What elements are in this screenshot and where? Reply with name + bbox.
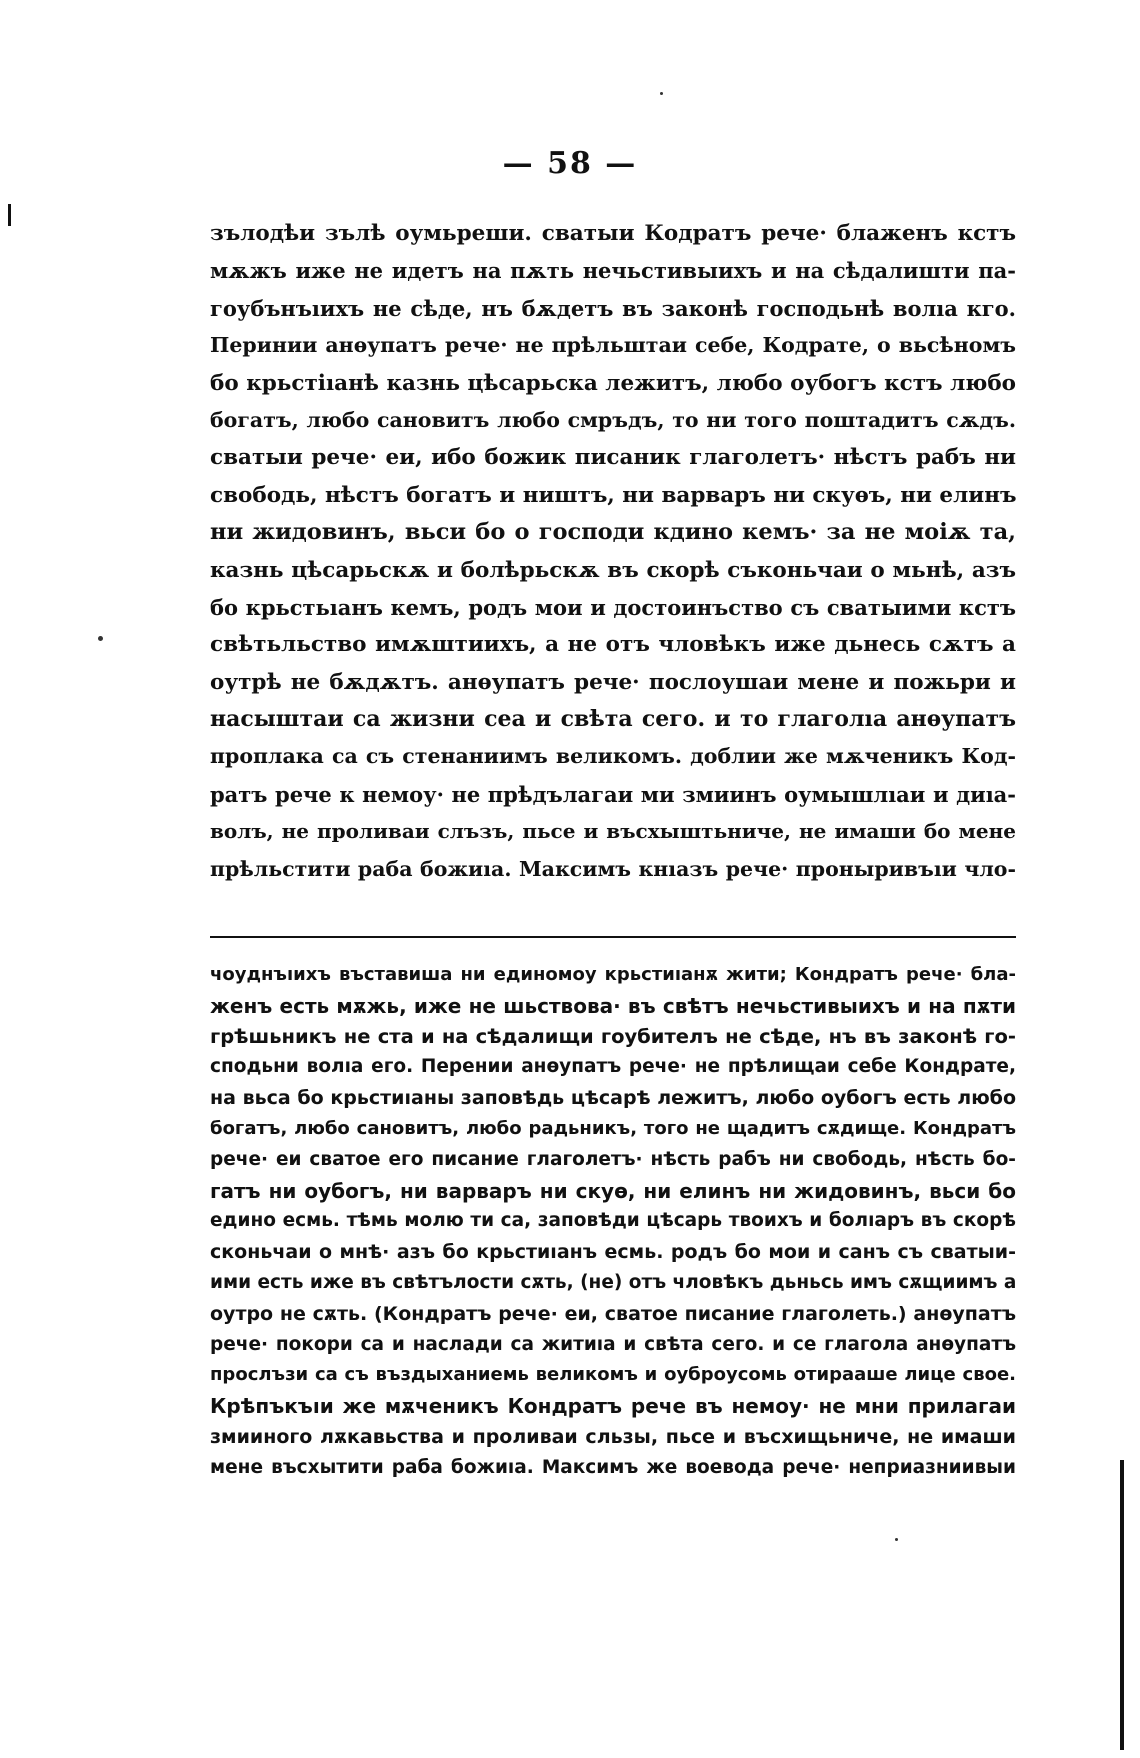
text-line: зълодѣи зълѣ оумьреши. сватыи Кодратъ рече· блаженъ кстъ <box>210 221 1016 246</box>
print-speck <box>660 92 663 95</box>
footnote-line: прослъзи са съ въздыханиемь великомъ и оуброусомь отирааше лице свое. <box>210 1364 1016 1386</box>
text-line: Перинии анѳупатъ рече· не прѣльштаи себе, Кодрате, о вьсѣномъ <box>210 333 1016 358</box>
text-line: проплака са съ стенаниимъ великомъ. доблии же мѫченикъ Код- <box>210 744 1016 769</box>
footnote-line: гатъ ни оубогъ, ни варваръ ни скуѳ, ни елинъ ни жидовинъ, вьси бо <box>210 1178 1016 1203</box>
text-line: гоубънъıихъ не сѣде, нъ бѫдетъ въ законѣ господьнѣ волıа кго. <box>210 295 1016 321</box>
text-line: свободь, нѣстъ богатъ и ништъ, ни варваръ ни скуѳъ, ни елинъ <box>210 482 1016 508</box>
footnote-line: рече· покори са и наслади са житиıа и свѣта сего. и се глагола анѳупатъ <box>210 1333 1016 1355</box>
text-line: волъ, не проливаи слъзъ, пьсе и въсхыштьниче, не имаши бо мене <box>210 819 1016 844</box>
print-speck <box>98 636 103 641</box>
footnote-line: грѣшьникъ не ста и на сѣдалищи гоубителъ не сѣде, нъ въ законѣ го- <box>210 1024 1016 1048</box>
text-line: бо крьстiıанѣ казнь цѣсарьска лежитъ, любо оубогъ кстъ любо <box>210 370 1016 396</box>
margin-mark <box>8 204 11 226</box>
page-number: — 58 — <box>502 146 638 181</box>
text-line: ни жидовинъ, вьси бо о господи кдино кемъ· за не моiѫ та, <box>210 519 1016 546</box>
text-line: бо крьстьıанъ кемъ, родъ мои и достоинъство съ сватыими кстъ <box>210 594 1016 620</box>
text-line: ратъ рече к немоу· не прѣдълагаи ми змиинъ оумышлıаи и диıа- <box>210 781 1016 807</box>
footnote-line: сконьчаи о мнѣ· азъ бо крьстиıанъ есмь. родъ бо мои и санъ съ сватыи- <box>210 1241 1016 1264</box>
footnote-text-block <box>210 960 1016 1484</box>
main-text-block <box>210 215 1016 888</box>
footnote-line: на вьса бо крьстиıаны заповѣдь цѣсарѣ лежитъ, любо оубогъ есть любо <box>210 1087 1016 1110</box>
footnote-line: оутро не сѫть. (Кондратъ рече· еи, сватое писание глаголеть.) анѳупатъ <box>210 1302 1016 1325</box>
text-line: свѣтьльство имѫштиихъ, а не отъ чловѣкъ иже дьнесь сѫтъ а <box>210 632 1016 658</box>
margin-mark <box>1120 1460 1124 1750</box>
print-speck <box>895 1538 898 1541</box>
footnote-line: змииного лѫкавьства и проливаи сльзы, пьсе и въсхищьниче, не имаши <box>210 1425 1016 1448</box>
footnote-line: сподьни волıа его. Перении анѳупатъ рече· не прѣлищаи себе Кондрате, <box>210 1056 1016 1078</box>
footnote-line: рече· еи сватое его писание глаголетъ· нѣсть рабъ ни свободь, нѣсть бо- <box>210 1148 1016 1170</box>
footnote-line: женъ есть мѫжь, иже не шьствова· въ свѣтъ нечьстивыихъ и на пѫти <box>210 993 1016 1018</box>
text-line: богатъ, любо сановитъ любо смръдъ, то ни того поштадитъ сѫдъ. <box>210 407 1016 432</box>
text-line: насыштаи са жизни сеа и свѣта сего. и то глаголıа анѳупатъ <box>210 706 1016 733</box>
footnote-line: едино есмь. тѣмь молю ти са, заповѣди цѣсарь твоихъ и болıаръ въ скорѣ <box>210 1210 1016 1232</box>
text-line: сватыи рече· еи, ибо божик писаник глаголетъ· нѣстъ рабъ ни <box>210 445 1016 471</box>
footnote-line: богатъ, любо сановитъ, любо радьникъ, того не щадитъ сѫдище. Кондратъ <box>210 1117 1016 1139</box>
text-line: прѣльстити раба божиıа. Максимъ кнıазъ рече· проныривъıи чло- <box>210 856 1016 881</box>
text-line: казнь цѣсарьскѫ и болѣрьскѫ въ скорѣ съконьчаи о мьнѣ, азъ <box>210 557 1016 583</box>
text-line: оутрѣ не бѫдѫтъ. анѳупатъ рече· послоушаи мене и пожьри и <box>210 669 1016 695</box>
footnote-separator-rule <box>210 936 1016 938</box>
footnote-line: мене въсхытити раба божиıа. Максимъ же воевода рече· неприазниивыи <box>210 1456 1016 1478</box>
footnote-line: ими есть иже въ свѣтълости сѫть, (не) отъ чловѣкъ дьньсь имъ сѫщиимъ а <box>210 1271 1016 1293</box>
text-line: мѫжъ иже не идетъ на пѫть нечьстивыихъ и на сѣдалишти па- <box>210 258 1016 284</box>
footnote-line: Крѣпъкъıи же мѫченикъ Кондратъ рече въ немоу· не мни прилагаи <box>210 1394 1016 1419</box>
footnote-line: чоуднъıихъ въставиша ни единомоу крьстиıанѫ жити; Кондратъ рече· бла- <box>210 964 1016 985</box>
